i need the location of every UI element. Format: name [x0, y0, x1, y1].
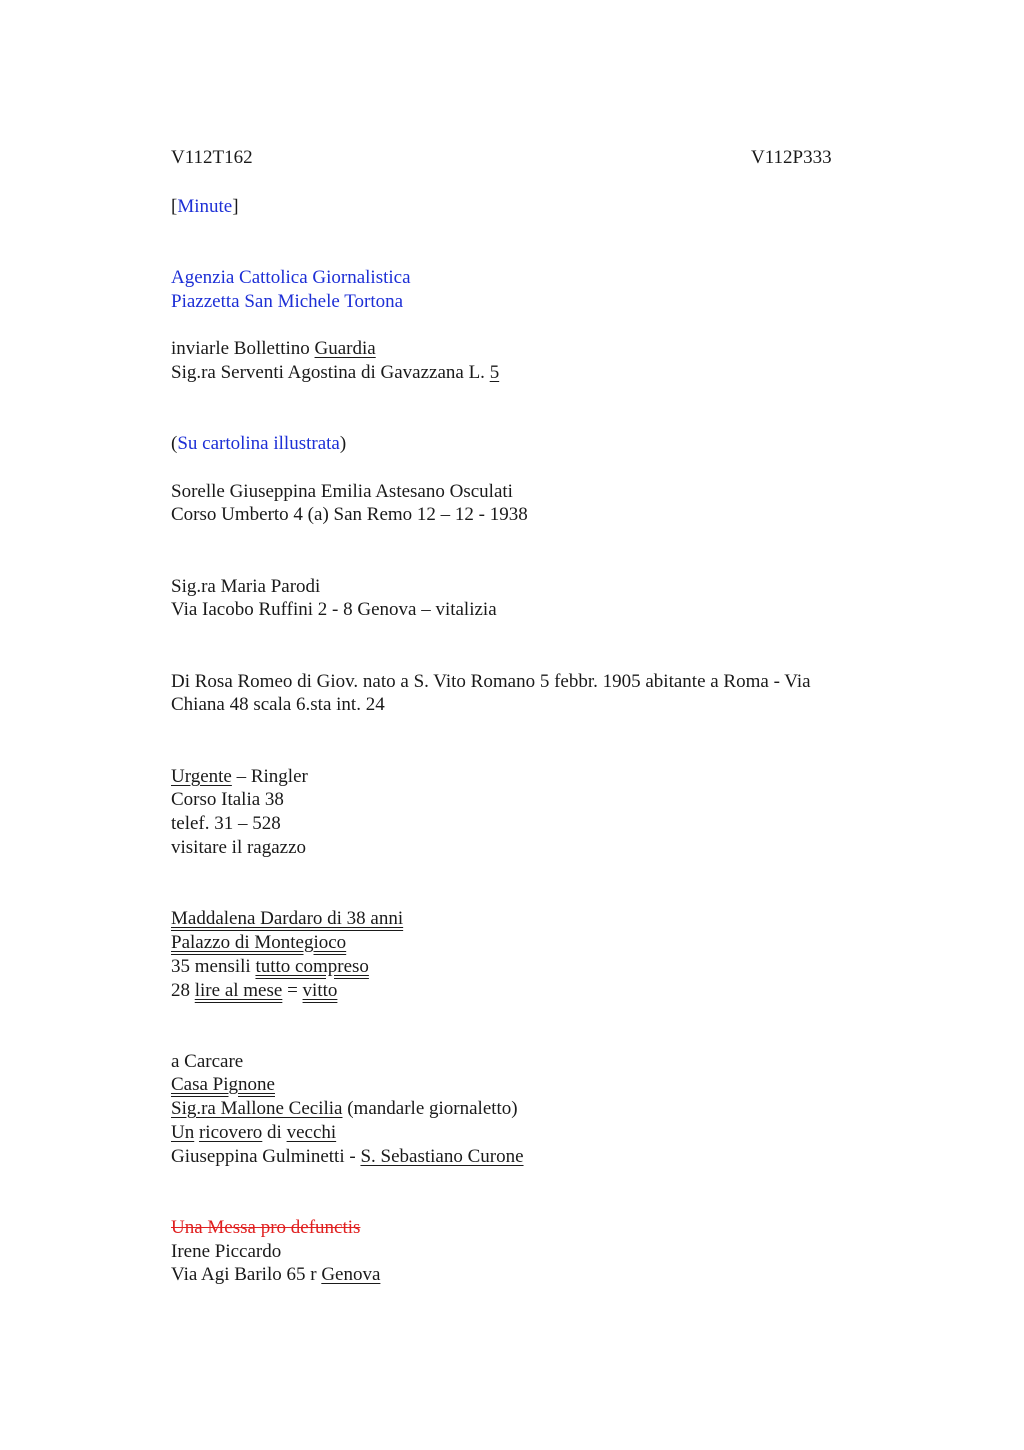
dardaro-equals: =	[282, 980, 303, 1001]
bollettino-text: inviarle Bollettino	[171, 338, 315, 359]
agency-name: Agenzia Cattolica Giornalistica	[171, 267, 411, 288]
romeo-line-2: Chiana 48 scala 6.sta int. 24	[171, 694, 385, 715]
cartolina-line	[171, 432, 346, 456]
ricovero-vecchi: vecchi	[286, 1122, 337, 1143]
minute-bracket-close: ]	[232, 196, 239, 217]
dardaro-monthly	[171, 955, 369, 979]
archive-code-left: V112T162	[171, 147, 253, 168]
dardaro-lire	[171, 979, 337, 1003]
urgente-word: Urgente	[171, 766, 232, 787]
urgente-phone: telef. 31 – 528	[171, 813, 281, 834]
dardaro-lire-number: 28	[171, 980, 195, 1001]
archive-code-right: V112P333	[751, 147, 832, 168]
dardaro-lire-text: lire al mese	[194, 980, 283, 1001]
cartolina-paren-open: (	[171, 433, 178, 454]
urgente-address: Corso Italia 38	[171, 789, 284, 810]
ricovero-di: di	[262, 1122, 287, 1143]
carcare-house-text: Casa Pignone	[171, 1074, 275, 1095]
gulminetti-place: S. Sebastiano Curone	[360, 1146, 524, 1167]
romeo-line-1: Di Rosa Romeo di Giov. nato a S. Vito Romano 5 febbr. 1905 abitante a Roma - Via	[171, 671, 811, 692]
cartolina-label: Su cartolina illustrata	[177, 433, 340, 454]
urgente-rest: – Ringler	[231, 766, 308, 787]
dardaro-name-text: Maddalena Dardaro di 38 anni	[171, 908, 404, 929]
ricovero-word: ricovero	[198, 1122, 263, 1143]
ricovero-un: Un	[171, 1122, 195, 1143]
dardaro-place-text: Palazzo di Montegioco	[171, 932, 347, 953]
mallone-note: (mandarle giornaletto)	[342, 1098, 518, 1119]
dardaro-name	[171, 907, 403, 931]
bollettino-guardia: Guardia	[314, 338, 376, 359]
carcare-place: a Carcare	[171, 1051, 244, 1072]
gulminetti-name: Giuseppina Gulminetti -	[171, 1146, 361, 1167]
sorelle-address: Corso Umberto 4 (a) San Remo 12 – 12 - 1938	[171, 504, 528, 525]
dardaro-monthly-text: 35 mensili	[171, 956, 256, 977]
piccardo-address	[171, 1263, 380, 1287]
gulminetti-line	[171, 1145, 524, 1169]
messa-struck: Una Messa pro defunctis	[171, 1217, 361, 1238]
urgente-line	[171, 765, 308, 789]
mallone-line	[171, 1097, 518, 1121]
minute-label-line	[171, 195, 239, 219]
parodi-address: Via Iacobo Ruffini 2 - 8 Genova – vitalizia	[171, 599, 497, 620]
bollettino-line	[171, 337, 376, 361]
parodi-name: Sig.ra Maria Parodi	[171, 576, 321, 597]
ricovero-line	[171, 1121, 336, 1145]
carcare-house	[171, 1073, 275, 1097]
dardaro-vitto: vitto	[302, 980, 338, 1001]
serventi-line	[171, 361, 499, 385]
sorelle-names: Sorelle Giuseppina Emilia Astesano Osculati	[171, 481, 513, 502]
serventi-text: Sig.ra Serventi Agostina di Gavazzana L.	[171, 362, 490, 383]
cartolina-paren-close: )	[339, 433, 347, 454]
dardaro-place	[171, 931, 346, 955]
dardaro-monthly-underlined: tutto compreso	[255, 956, 369, 977]
piccardo-street: Via Agi Barilo 65 r	[171, 1264, 322, 1285]
minute-bracket-open: [	[171, 196, 178, 217]
mallone-name: Sig.ra Mallone Cecilia	[171, 1098, 343, 1119]
piccardo-name: Irene Piccardo	[171, 1241, 282, 1262]
serventi-amount: 5	[489, 362, 500, 383]
piccardo-city: Genova	[321, 1264, 381, 1285]
urgente-note: visitare il ragazzo	[171, 837, 307, 858]
minute-label: Minute	[177, 196, 233, 217]
agency-address: Piazzetta San Michele Tortona	[171, 291, 404, 312]
